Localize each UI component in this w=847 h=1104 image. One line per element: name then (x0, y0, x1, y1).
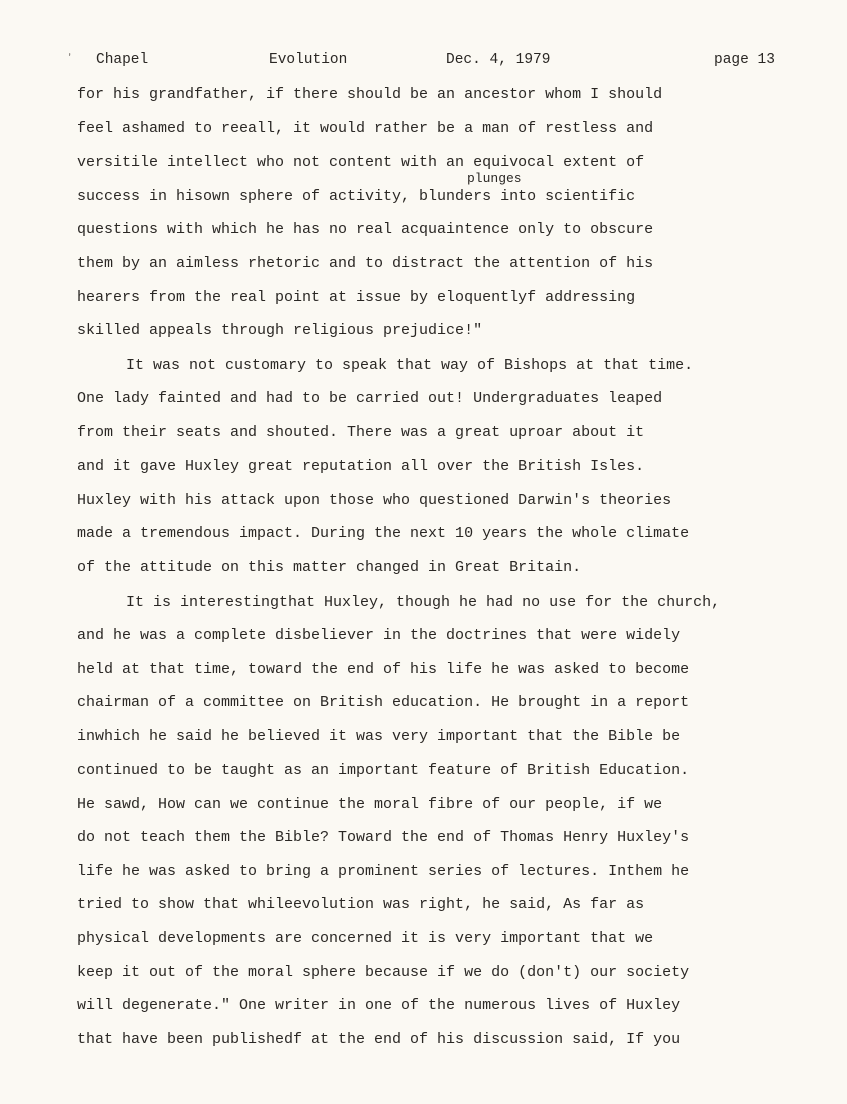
text-line: for his grandfather, if there should be an ancestor whom I should (77, 86, 663, 103)
text-line: from their seats and shouted. There was a great uproar about it (77, 424, 645, 441)
text-line: of the attitude on this matter changed in Great Britain. (77, 559, 582, 576)
page-header (0, 52, 847, 72)
text-line: It is interestingthat Huxley, though he had no use for the church, (126, 594, 721, 611)
text-line: tried to show that whileevolution was right, he said, As far as (77, 896, 645, 913)
text-line: them by an aimless rhetoric and to distract the attention of his (77, 255, 654, 272)
text-line: held at that time, toward the end of his life he was asked to become (77, 661, 690, 678)
header-page-number: page 13 (714, 52, 775, 68)
interlinear-insertion: plunges (467, 171, 522, 186)
text-line: skilled appeals through religious prejudice!" (77, 322, 483, 339)
text-line: feel ashamed to reeall, it would rather be a man of restless and (77, 120, 654, 137)
text-line: physical developments are concerned it is very important that we (77, 930, 654, 947)
text-line: success in hisown sphere of activity, blunders into scientific (77, 188, 636, 205)
text-line: questions with which he has no real acquaintence only to obscure (77, 221, 654, 238)
text-line: One lady fainted and had to be carried out! Undergraduates leaped (77, 390, 663, 407)
header-series: Chapel (96, 52, 149, 68)
text-line: versitile intellect who not content with an equivocal extent of (77, 154, 645, 171)
text-line: chairman of a committee on British education. He brought in a report (77, 694, 690, 711)
text-line: inwhich he said he believed it was very important that the Bible be (77, 728, 681, 745)
text-line: continued to be taught as an important feature of British Education. (77, 762, 690, 779)
text-line: keep it out of the moral sphere because if we do (don't) our society (77, 964, 690, 981)
text-line: that have been publishedf at the end of his discussion said, If you (77, 1031, 681, 1048)
text-line: It was not customary to speak that way of Bishops at that time. (126, 357, 694, 374)
text-line: hearers from the real point at issue by eloquentlyf addressing (77, 289, 636, 306)
header-date: Dec. 4, 1979 (446, 52, 551, 68)
header-topic: Evolution (269, 52, 348, 68)
text-line: life he was asked to bring a prominent series of lectures. Inthem he (77, 863, 690, 880)
stray-pen-mark: ʼ (66, 52, 74, 66)
text-line: Huxley with his attack upon those who questioned Darwin's theories (77, 492, 672, 509)
text-line: made a tremendous impact. During the next 10 years the whole climate (77, 525, 690, 542)
text-line: and it gave Huxley great reputation all over the British Isles. (77, 458, 645, 475)
text-line: will degenerate." One writer in one of the numerous lives of Huxley (77, 997, 681, 1014)
text-line: He sawd, How can we continue the moral fibre of our people, if we (77, 796, 663, 813)
text-line: and he was a complete disbeliever in the doctrines that were widely (77, 627, 681, 644)
text-line: do not teach them the Bible? Toward the end of Thomas Henry Huxley's (77, 829, 690, 846)
